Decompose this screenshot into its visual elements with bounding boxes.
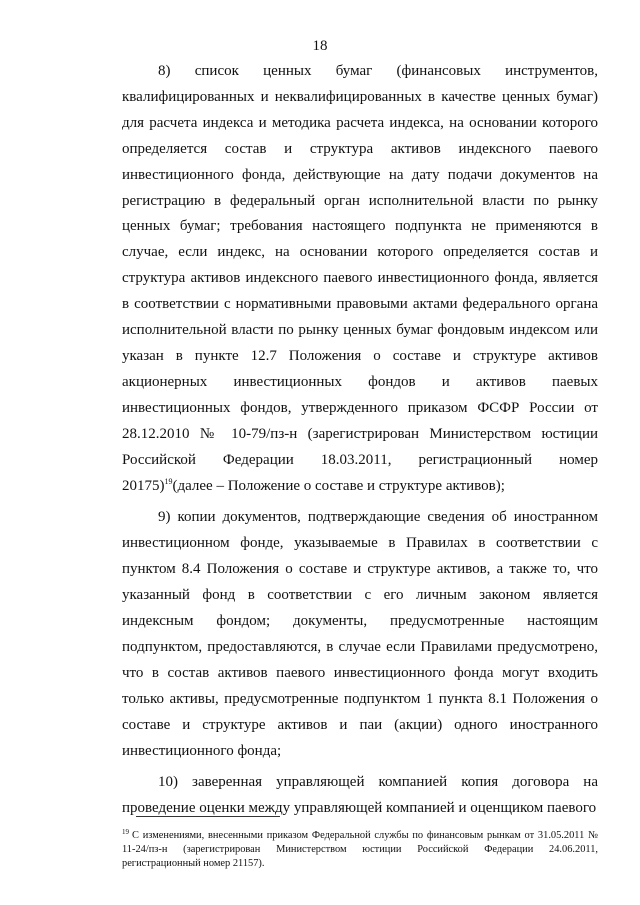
document-body	[122, 59, 598, 822]
page-number: 18	[312, 38, 328, 54]
footnote-reference: 19	[164, 476, 173, 486]
paragraph-item-8	[122, 59, 598, 499]
footnote-text: С изменениями, внесенными приказом Федеральной службы по финансовым рынкам от 31.05.2011 № 11-24/пз-н (зарегистрирован Министерством юстиции Российской Федерации 24.06.2011, регистрационный номер 21157).	[122, 830, 598, 870]
paragraph-item-8-text: 8) список ценных бумаг (финансовых инструментов, квалифицированных и неквалифицированных в качестве ценных бумаг) для расчета индекса и методика расчета индекса, на основании которого определяется состав и структура активов индексного паевого инвестиционного фонда, действующие на дату подачи документов на регистрацию в федеральный орган исполнительной власти по рынку ценных бумаг; требования настоящего подпункта не применяются в случае, если индекс, на основании которого определяется состав и структура активов индексного паевого инвестиционного фонда, является в соответствии с нормативными правовыми актами федерального органа исполнительной власти по рынку ценных бумаг фондовым индексом или указан в пункте 12.7 Положения о составе и структуре активов акционерных инвестиционных фондов и активов паевых инвестиционных фондов, утвержденного приказом ФСФР России от 28.12.2010 № 10-79/пз-н (зарегистрирован Министерством юстиции Российской Федерации 18.03.2011, регистрационный номер 20175)	[122, 63, 598, 494]
footnote	[122, 829, 598, 872]
paragraph-item-10: 10) заверенная управляющей компанией копия договора на проведение оценки между управляющей компанией и оценщиком паевого	[122, 774, 598, 817]
paragraph-item-8-continuation: (далее – Положение о составе и структуре активов);	[172, 477, 505, 494]
paragraph-item-9: 9) копии документов, подтверждающие сведения об иностранном инвестиционном фонде, указываемые в Правилах в соответствии с пунктом 8.4 Положения о составе и структуре активов, а также то, что указанный фонд в соответствии с его личным законом является индексным фондом; документы, предусмотренные настоящим подпунктом, предоставляются, в случае если Правилами предусмотрено, что в состав активов паевого инвестиционного фонда могут входить только активы, предусмотренные подпунктом 1 пункта 8.1 Положения о составе и структуре активов и паи (акции) одного иностранного инвестиционного фонда;	[122, 509, 598, 759]
footnote-separator	[136, 816, 280, 817]
footnote-number: 19	[122, 827, 129, 836]
